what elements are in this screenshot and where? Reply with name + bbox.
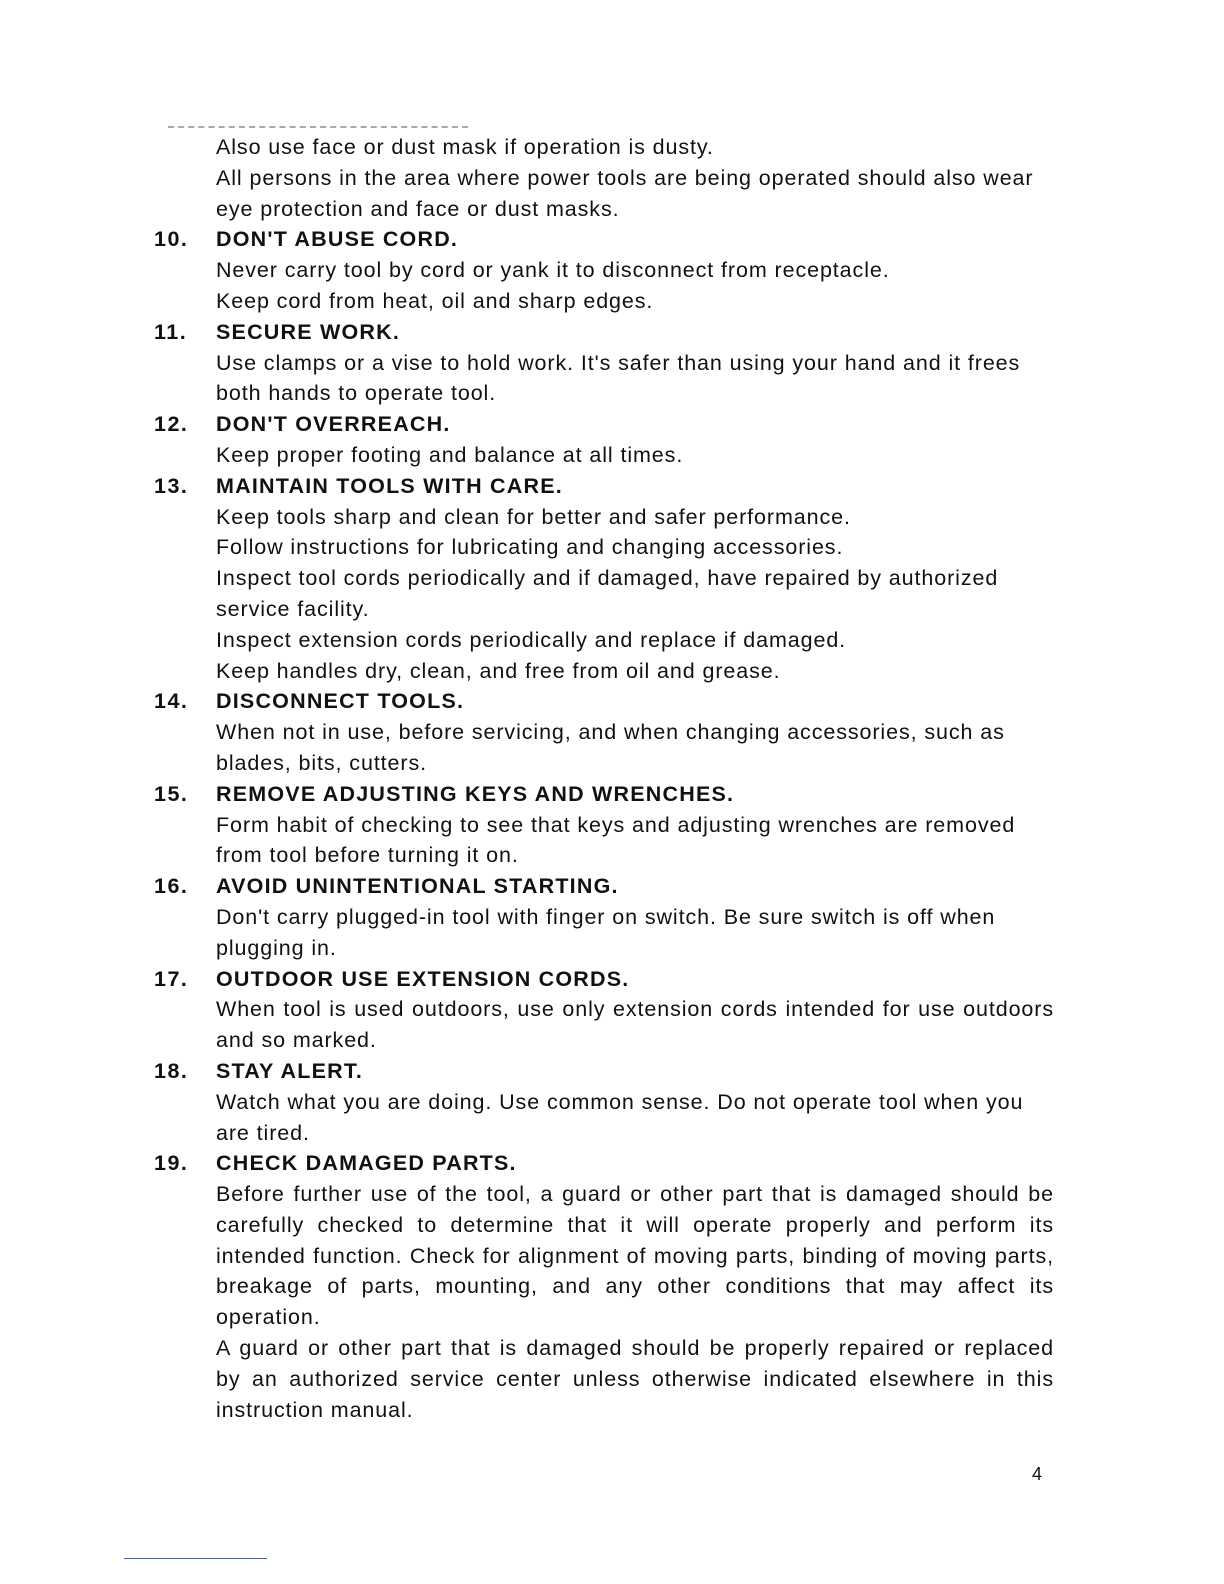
rule-item-19 (154, 1148, 1054, 1425)
cut-off-line-remnant (168, 112, 468, 128)
bottom-rule (124, 1558, 267, 1559)
rule-number: 14. (154, 689, 189, 714)
rule-item-16 (154, 871, 1054, 963)
safety-rules-content (154, 132, 1054, 1425)
rule-paragraph: Never carry tool by cord or yank it to disconnect from receptacle. (216, 258, 890, 283)
rule-heading: OUTDOOR USE EXTENSION CORDS. (216, 966, 630, 991)
rule-paragraph: Don't carry plugged-in tool with finger on switch. Be sure switch is off when plugging in. (216, 904, 996, 960)
rule-item-12 (154, 409, 1054, 471)
rule-item-17 (154, 964, 1054, 1056)
rule-number: 17. (154, 966, 189, 991)
rule-number: 19. (154, 1151, 189, 1176)
rule-number: 15. (154, 781, 189, 806)
intro-paragraph: Also use face or dust mask if operation is dusty. (216, 135, 714, 159)
rule-heading: DON'T ABUSE CORD. (216, 227, 459, 252)
rule-paragraph: Watch what you are doing. Use common sense. Do not operate tool when you are tired. (216, 1089, 1024, 1145)
rule-number: 16. (154, 874, 189, 899)
rule-number: 13. (154, 473, 189, 498)
rule-heading: STAY ALERT. (216, 1058, 364, 1083)
rule-paragraph: Form habit of checking to see that keys and adjusting wrenches are removed from tool before turning it on. (216, 812, 1016, 868)
rule-number: 11. (154, 319, 188, 344)
intro-paragraph: All persons in the area where power tools are being operated should also wear eye protection and face or dust masks. (216, 165, 1034, 221)
rule-item-14 (154, 686, 1054, 778)
rule-heading: DON'T OVERREACH. (216, 412, 451, 437)
rule-heading: DISCONNECT TOOLS. (216, 689, 465, 714)
rule-paragraph: When tool is used outdoors, use only extension cords intended for use outdoors and so marked. (216, 997, 1054, 1053)
rule-number: 12. (154, 412, 189, 437)
rule-paragraph: Keep handles dry, clean, and free from oil and grease. (216, 658, 781, 683)
rule-heading: REMOVE ADJUSTING KEYS AND WRENCHES. (216, 781, 735, 806)
rule-heading: SECURE WORK. (216, 319, 401, 344)
rule-paragraph: Follow instructions for lubricating and changing accessories. (216, 535, 844, 560)
rule-number: 18. (154, 1058, 189, 1083)
rule-heading: AVOID UNINTENTIONAL STARTING. (216, 874, 619, 899)
rule-paragraph: Inspect extension cords periodically and replace if damaged. (216, 627, 847, 652)
rule-paragraph: Keep cord from heat, oil and sharp edges. (216, 288, 654, 313)
rule-number: 10. (154, 227, 189, 252)
rule-item-15 (154, 779, 1054, 871)
rule-item-10 (154, 224, 1054, 316)
rule-heading: CHECK DAMAGED PARTS. (216, 1151, 517, 1176)
rule-paragraph: Inspect tool cords periodically and if damaged, have repaired by authorized service facility. (216, 566, 999, 621)
rule-item-18 (154, 1056, 1054, 1148)
rule-item-11 (154, 317, 1054, 409)
rule-item-13 (154, 471, 1054, 687)
rule-paragraph: Keep tools sharp and clean for better and safer performance. (216, 504, 851, 529)
rule-paragraph: A guard or other part that is damaged should be properly repaired or replaced by an authorized service center unless otherwise indicated elsewhere in this instruction manual. (216, 1336, 1054, 1422)
rule-paragraph: When not in use, before servicing, and when changing accessories, such as blades, bits, cutters. (216, 720, 1005, 775)
rule-paragraph: Keep proper footing and balance at all times. (216, 442, 684, 467)
rule-heading: MAINTAIN TOOLS WITH CARE. (216, 473, 563, 498)
page-number: 4 (1032, 1464, 1043, 1484)
rule-paragraph: Use clamps or a vise to hold work. It's safer than using your hand and it frees both hands to operate tool. (216, 350, 1021, 406)
rule-paragraph: Before further use of the tool, a guard or other part that is damaged should be carefully checked to determine that it will operate properly and perform its intended function. Check for alignment of moving parts, binding of moving parts, breakage of parts, mounting, and any other conditions that may affect its operation. (216, 1182, 1054, 1330)
